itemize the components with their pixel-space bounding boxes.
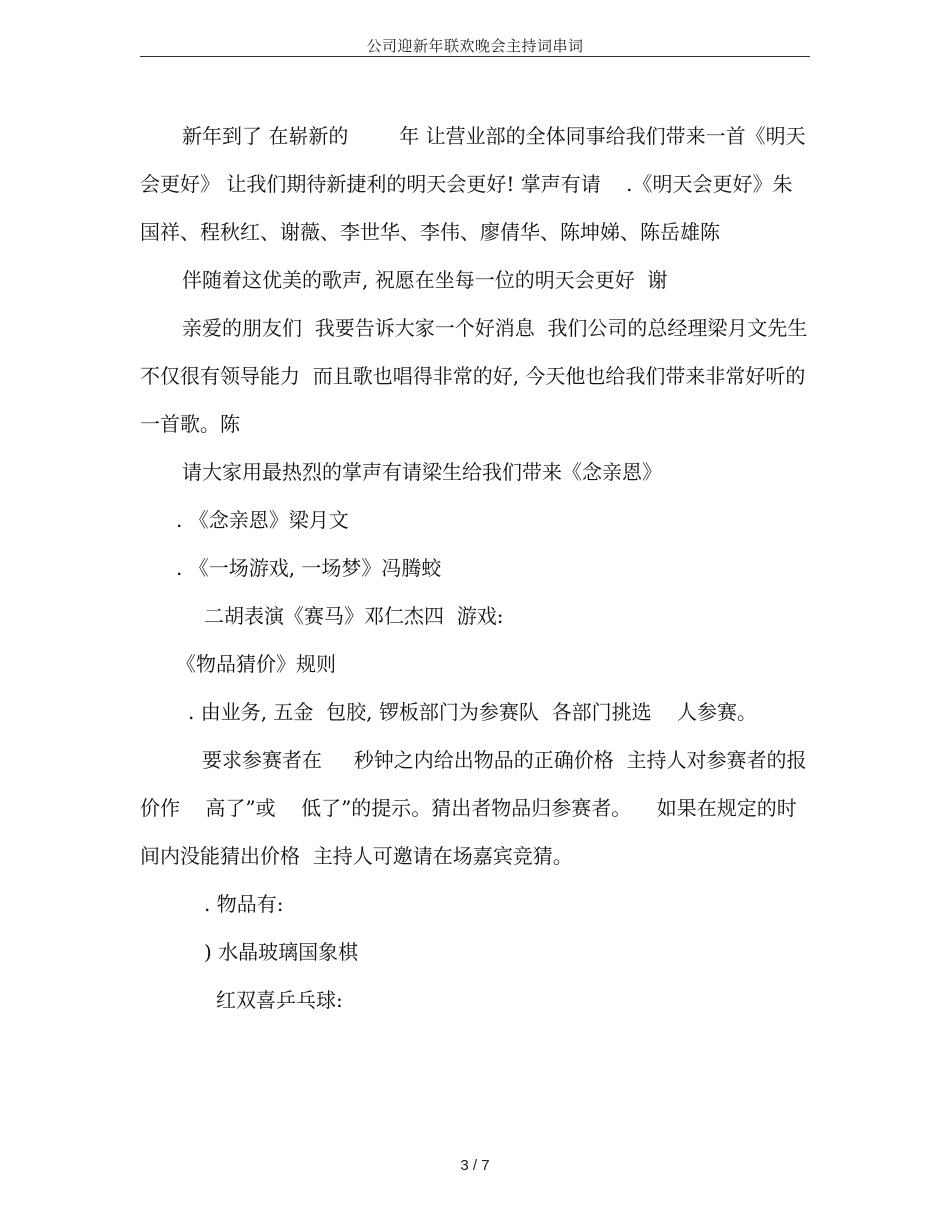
page-number: 3 / 7	[460, 1157, 490, 1174]
items-heading: . 物品有:	[204, 892, 284, 916]
paragraph-intro-song: 新年到了 在崭新的 年 让营业部的全体同事给我们带来一首《明天会更好》 让我们期待新捷利的明天会更好! 掌声有请 .《明天会更好》朱国祥、程秋红、谢薇、李世华、李伟、廖倩华、陈坤娣、陈岳雄陈	[140, 124, 806, 244]
program-item: . 《一场游戏, 一场梦》冯腾蛟	[176, 556, 442, 580]
paragraph-good-news: 亲爱的朋友们 我要告诉大家一个好消息 我们公司的总经理梁月文先生不仅很有领导能力 而且歌也唱得非常的好, 今天他也给我们带来非常好听的一首歌。陈	[140, 316, 808, 436]
program-item: 二胡表演《赛马》邓仁杰四 游戏:	[204, 604, 504, 628]
document-body	[140, 112, 810, 1024]
header-divider	[140, 56, 810, 57]
list-item: ) 水晶玻璃国象棋	[204, 940, 359, 964]
list-item: 红双喜乒乓球:	[216, 988, 343, 1012]
rule-item: 要求参赛者在 秒钟之内给出物品的正确价格 主持人对参赛者的报价作 高了”或 低了”的提示。猜出者物品归参赛者。 如果在规定的时间内没能猜出价格 主持人可邀请在场嘉宾竞猜。	[140, 748, 807, 868]
program-item: . 《念亲恩》梁月文	[176, 508, 349, 532]
page-header-title: 公司迎新年联欢晚会主持词串词	[366, 37, 584, 55]
rule-item: . 由业务, 五金 包胶, 锣板部门为参赛队 各部门挑选 人参赛。	[188, 700, 758, 724]
paragraph-applause: 请大家用最热烈的掌声有请梁生给我们带来《念亲恩》	[182, 460, 662, 484]
paragraph-song-blessing: 伴随着这优美的歌声, 祝愿在坐每一位的明天会更好 谢	[182, 268, 668, 292]
game-rules-title: 《物品猜价》规则	[176, 652, 336, 676]
